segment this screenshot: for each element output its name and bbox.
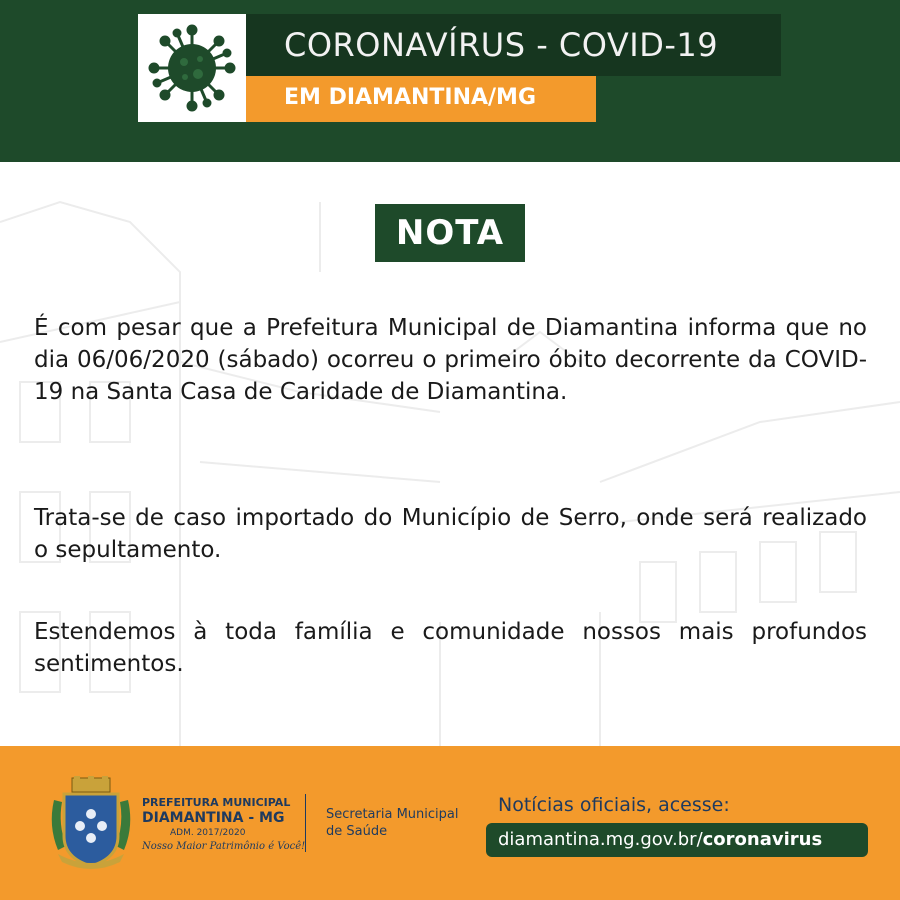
paragraph-condolences: Estendemos à toda família e comunidade nossos mais profundos sentimentos. [34, 619, 867, 677]
url-bold: coronavirus [702, 829, 823, 850]
title-bar [246, 14, 781, 76]
website-link[interactable] [486, 823, 868, 857]
paragraph-announcement: É com pesar que a Prefeitura Municipal de Diamantina informa que no dia 06/06/2020 (sábado) ocorreu o primeiro óbito decorrente da COVID-19 na Santa Casa de Caridade de Diamantina. [34, 315, 867, 405]
prefeitura-label: PREFEITURA MUNICIPAL [142, 796, 291, 809]
city-label: DIAMANTINA - MG [142, 810, 285, 826]
note-body [0, 162, 900, 746]
secretaria-label: Secretaria Municipal de Saúde [326, 807, 459, 839]
coat-of-arms-icon [48, 776, 134, 872]
slogan: Nosso Maior Patrimônio é Você! [142, 841, 306, 852]
footer-divider [305, 794, 306, 852]
nota-badge [375, 204, 525, 262]
prefeitura-logo-text [142, 796, 306, 852]
administration-label: ADM. 2017/2020 [170, 828, 246, 838]
paragraph-case-origin: Trata-se de caso importado do Município de Serro, onde será realizado o sepultamento. [34, 505, 867, 563]
url-prefix: diamantina.mg.gov.br/ [498, 829, 703, 850]
subtitle-bar [246, 76, 596, 122]
footer-banner [0, 746, 900, 900]
header-banner [0, 0, 900, 162]
website-url[interactable] [498, 829, 822, 850]
virus-icon [138, 14, 246, 122]
nota-label: NOTA [395, 213, 505, 253]
header-title: CORONAVÍRUS - COVID-19 [284, 26, 719, 64]
header-subtitle: EM DIAMANTINA/MG [284, 85, 537, 110]
official-news-label: Notícias oficiais, acesse: [498, 794, 730, 816]
